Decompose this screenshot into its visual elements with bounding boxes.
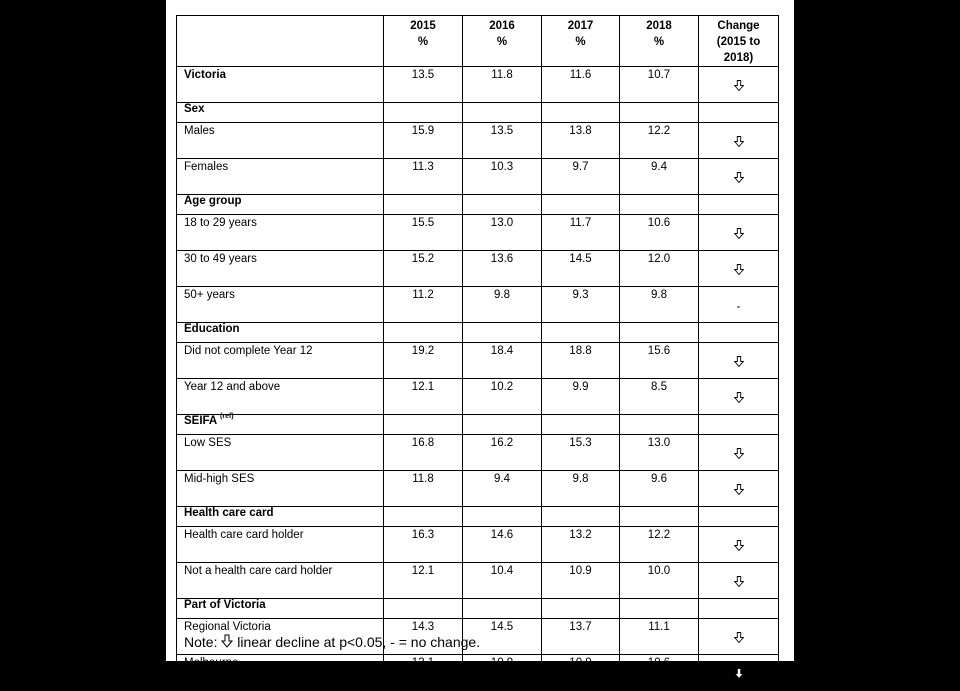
value-cell-2017: 11.7 [542,215,620,251]
row-label-text: Low SES [184,437,232,449]
value-cell-2015 [384,507,463,527]
row-label-text: Not a health care card holder [184,565,333,577]
down-arrow-icon [734,356,744,367]
value-cell-2018: 10.6 [620,655,699,691]
value-cell-2016: 11.8 [463,67,542,103]
value-cell-2018: 10.0 [620,563,699,599]
value-cell-2015: 11.8 [384,471,463,507]
table-note [184,634,480,650]
value-cell-2016: 10.3 [463,159,542,195]
row-label [177,343,384,379]
row-label [177,215,384,251]
value-cell-2017: 9.7 [542,159,620,195]
section-row [177,195,779,215]
down-arrow-icon [734,136,744,147]
table-row [177,527,779,563]
value-cell-2016: 9.4 [463,471,542,507]
value-cell-2016: 18.4 [463,343,542,379]
row-label [177,123,384,159]
value-cell-2017: 9.8 [542,471,620,507]
change-cell: - [699,287,779,323]
value-cell-2015 [384,415,463,435]
row-label-text: Regional Victoria [184,621,271,633]
change-cell [699,123,779,159]
header-unit: % [496,36,508,48]
value-cell-2016 [463,103,542,123]
value-cell-2016: 13.6 [463,251,542,287]
value-cell-2015 [384,195,463,215]
value-cell-2015: 15.9 [384,123,463,159]
header-row [177,16,779,67]
change-cell [699,379,779,415]
row-label-text: Mid-high SES [184,473,255,485]
down-arrow-icon [734,576,744,587]
value-cell-2018: 9.6 [620,471,699,507]
row-label [177,655,384,691]
row-label-text: Males [184,125,215,137]
table-row [177,287,779,323]
value-cell-2016: 16.2 [463,435,542,471]
section-row [177,323,779,343]
value-cell-2016 [463,507,542,527]
row-label-text: Age group [184,195,242,207]
row-label [177,251,384,287]
value-cell-2017: 11.6 [542,67,620,103]
value-cell-2017: 9.9 [542,379,620,415]
change-cell [699,67,779,103]
value-cell-2018 [620,599,699,619]
header-change-line: 2018) [723,52,754,64]
header-unit: % [653,36,665,48]
value-cell-2018 [620,507,699,527]
value-cell-2018: 11.1 [620,619,699,655]
row-label-text: Did not complete Year 12 [184,345,313,357]
value-cell-2018: 10.6 [620,215,699,251]
down-arrow-icon [734,632,744,643]
value-cell-2015 [384,103,463,123]
change-cell [699,343,779,379]
row-label [177,435,384,471]
table-body [177,67,779,691]
header-label-cell [177,16,384,67]
row-label-text: Education [184,323,240,335]
header-change-line: (2015 to [716,36,761,48]
row-label-text: 30 to 49 years [184,253,257,265]
change-cell [699,599,779,619]
down-arrow-icon [734,264,744,275]
value-cell-2015: 14.3 [384,619,463,655]
value-cell-2016 [463,323,542,343]
row-label-text: Year 12 and above [184,381,281,393]
value-cell-2018 [620,103,699,123]
down-arrow-icon [734,484,744,495]
value-cell-2018: 12.2 [620,123,699,159]
value-cell-2015: 12.1 [384,563,463,599]
value-cell-2015: 11.3 [384,159,463,195]
value-cell-2017 [542,599,620,619]
section-row [177,415,779,435]
row-label-text: Health care card holder [184,529,304,541]
value-cell-2015: 19.2 [384,343,463,379]
value-cell-2016: 9.8 [463,287,542,323]
row-label [177,67,384,103]
down-arrow-icon [734,80,744,91]
table-row [177,343,779,379]
value-cell-2018: 9.4 [620,159,699,195]
change-cell [699,619,779,655]
header-year: 2015 [410,20,436,32]
row-label-text: Sex [184,103,205,115]
value-cell-2016 [463,599,542,619]
value-cell-2015: 16.3 [384,527,463,563]
value-cell-2017 [542,103,620,123]
table-row [177,379,779,415]
value-cell-2016: 10.2 [463,379,542,415]
header-change [699,16,779,67]
header-unit: % [417,36,429,48]
value-cell-2016: 10.9 [463,655,542,691]
value-cell-2016: 14.6 [463,527,542,563]
value-cell-2018: 13.0 [620,435,699,471]
value-cell-2017: 9.3 [542,287,620,323]
table-row [177,435,779,471]
change-cell [699,527,779,563]
value-cell-2017: 15.3 [542,435,620,471]
down-arrow-icon [734,228,744,239]
value-cell-2016: 14.5 [463,619,542,655]
header-change-line: Change [717,20,760,32]
row-label [177,159,384,195]
row-label-text: Health care card [184,507,274,519]
value-cell-2015: 13.1 [384,655,463,691]
table-row [177,67,779,103]
row-label-text: Part of Victoria [184,599,266,611]
table-row [177,159,779,195]
superscript-ref: (ref) [220,413,234,420]
value-cell-2015: 16.8 [384,435,463,471]
value-cell-2015: 11.2 [384,287,463,323]
value-cell-2016 [463,415,542,435]
change-cell [699,159,779,195]
value-cell-2017 [542,195,620,215]
value-cell-2015: 15.2 [384,251,463,287]
header-unit: % [575,36,586,48]
down-arrow-icon [734,448,744,459]
value-cell-2017 [542,507,620,527]
change-cell [699,215,779,251]
value-cell-2017: 13.2 [542,527,620,563]
value-cell-2018 [620,323,699,343]
data-table [176,15,779,691]
row-label [177,471,384,507]
value-cell-2017: 14.5 [542,251,620,287]
value-cell-2015 [384,599,463,619]
header-year: 2018 [646,20,672,32]
header-2017 [542,16,620,67]
change-cell [699,195,779,215]
row-label-text: 18 to 29 years [184,217,257,229]
row-label-text: Females [184,161,229,173]
value-cell-2015: 15.5 [384,215,463,251]
change-cell [699,655,779,691]
table-row [177,471,779,507]
value-cell-2018: 15.6 [620,343,699,379]
value-cell-2018: 10.7 [620,67,699,103]
down-arrow-icon [734,668,744,679]
document-page [166,0,794,669]
value-cell-2017: 18.8 [542,343,620,379]
table-row [177,251,779,287]
value-cell-2017: 13.7 [542,619,620,655]
row-label-text: Victoria [184,69,226,81]
change-cell [699,507,779,527]
change-cell [699,563,779,599]
change-cell [699,415,779,435]
table-row [177,215,779,251]
value-cell-2017: 13.8 [542,123,620,159]
row-label-text: Melbourne [184,657,239,669]
section-row [177,507,779,527]
value-cell-2017 [542,415,620,435]
header-year: 2017 [567,20,594,32]
value-cell-2017: 10.9 [542,563,620,599]
section-label [177,195,384,215]
value-cell-2018: 8.5 [620,379,699,415]
note-text: linear decline at p<0.05, - = no change. [233,634,481,650]
value-cell-2017: 10.9 [542,655,620,691]
change-cell [699,471,779,507]
change-cell [699,435,779,471]
value-cell-2016 [463,195,542,215]
header-2016 [463,16,542,67]
section-label [177,323,384,343]
value-cell-2015: 13.5 [384,67,463,103]
table-row [177,123,779,159]
section-row [177,599,779,619]
row-label-text: 50+ years [184,289,235,301]
section-label [177,507,384,527]
table-row [177,655,779,691]
row-label [177,527,384,563]
value-cell-2018 [620,415,699,435]
value-cell-2015 [384,323,463,343]
section-label [177,103,384,123]
row-label-text: SEIFA [184,415,217,427]
section-label [177,415,384,435]
value-cell-2016: 13.0 [463,215,542,251]
down-arrow-icon [221,634,233,648]
section-label [177,599,384,619]
down-arrow-icon [734,392,744,403]
row-label [177,287,384,323]
value-cell-2018: 9.8 [620,287,699,323]
header-year: 2016 [489,20,515,32]
table-row [177,563,779,599]
change-cell [699,323,779,343]
row-label [177,379,384,415]
note-prefix: Note: [184,634,222,650]
value-cell-2017 [542,323,620,343]
down-arrow-icon [734,540,744,551]
change-cell [699,103,779,123]
value-cell-2016: 13.5 [463,123,542,159]
value-cell-2018 [620,195,699,215]
value-cell-2016: 10.4 [463,563,542,599]
change-cell [699,251,779,287]
header-2018 [620,16,699,67]
value-cell-2015: 12.1 [384,379,463,415]
row-label [177,563,384,599]
header-2015 [384,16,463,67]
down-arrow-icon [734,172,744,183]
value-cell-2018: 12.2 [620,527,699,563]
value-cell-2018: 12.0 [620,251,699,287]
section-row [177,103,779,123]
